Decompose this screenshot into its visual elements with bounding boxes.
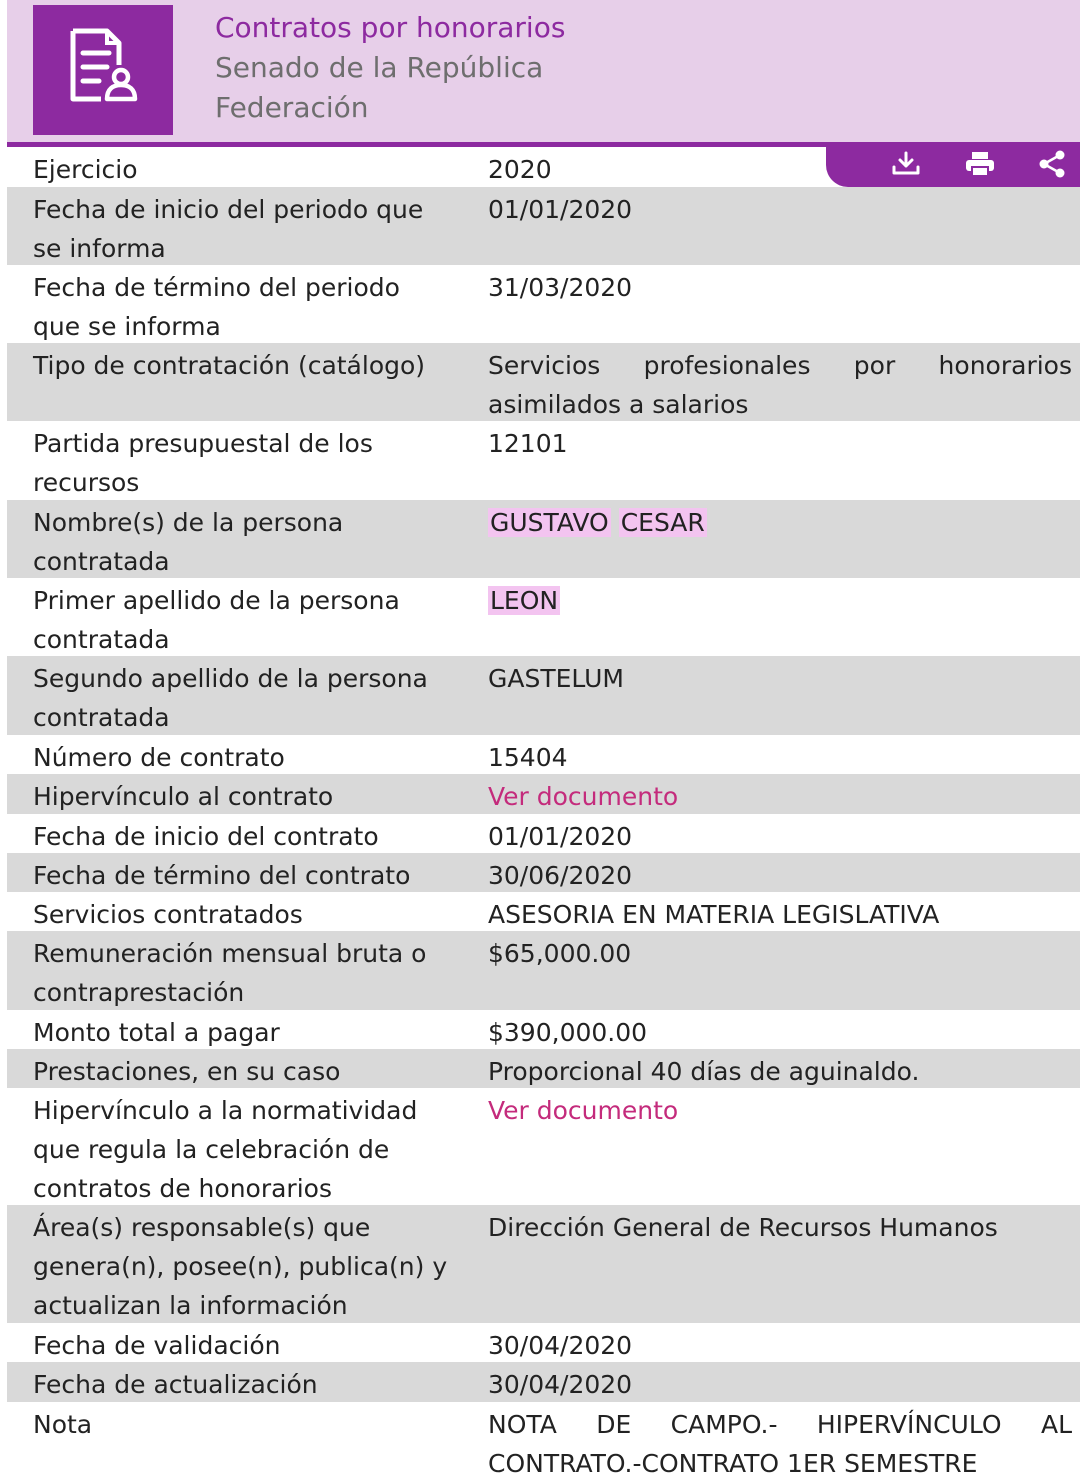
- row-value: GASTELUM: [488, 664, 624, 693]
- row-value: [488, 503, 1072, 542]
- table-row: [7, 500, 1080, 578]
- row-value: 15404: [488, 743, 568, 772]
- highlighted-name: LEON: [490, 586, 559, 615]
- download-button[interactable]: [886, 147, 926, 181]
- row-value: 30/04/2020: [488, 1331, 633, 1360]
- row-value: 30/06/2020: [488, 861, 633, 890]
- row-value: 30/04/2020: [488, 1370, 633, 1399]
- row-value: $65,000.00: [488, 939, 632, 968]
- highlighted-name: GUSTAVO: [490, 508, 609, 537]
- table-row: [7, 578, 1080, 656]
- contract-logo: [33, 5, 173, 135]
- row-value: $390,000.00: [488, 1018, 648, 1047]
- row-label: Fecha de inicio del contrato: [33, 822, 379, 851]
- row-label: Prestaciones, en su caso: [33, 1057, 341, 1086]
- table-row: [7, 1362, 1080, 1402]
- row-label: Fecha de término del periodo que se informa: [33, 273, 400, 341]
- table-row: [7, 735, 1080, 774]
- row-value: [488, 581, 1072, 620]
- table-row: [7, 931, 1080, 1010]
- table-row: [7, 343, 1080, 421]
- row-value: NOTA DE CAMPO.- HIPERVÍNCULO AL CONTRATO.-CONTRATO 1ER SEMESTRE: [488, 1410, 1072, 1478]
- table-row: [7, 814, 1080, 853]
- row-label: Fecha de actualización: [33, 1370, 318, 1399]
- row-value: Dirección General de Recursos Humanos: [488, 1213, 998, 1242]
- row-label: Nombre(s) de la persona contratada: [33, 508, 344, 576]
- row-label: Ejercicio: [33, 155, 138, 184]
- row-value: 12101: [488, 429, 568, 458]
- row-value: 2020: [488, 155, 552, 184]
- table-row: [7, 1205, 1080, 1323]
- row-value: ASESORIA EN MATERIA LEGISLATIVA: [488, 900, 940, 929]
- print-icon: [964, 150, 996, 178]
- row-label: Fecha de inicio del periodo que se informa: [33, 195, 424, 263]
- row-value: Servicios profesionales por honorarios asimilados a salarios: [488, 351, 1072, 419]
- jurisdiction: Federación: [215, 91, 369, 124]
- row-value: 01/01/2020: [488, 195, 633, 224]
- regulation-document-link[interactable]: Ver documento: [488, 1096, 679, 1125]
- table-row: [7, 1088, 1080, 1205]
- action-toolbar: [826, 147, 1080, 187]
- row-label: Fecha de término del contrato: [33, 861, 411, 890]
- row-label: Partida presupuestal de los recursos: [33, 429, 373, 497]
- table-row: [7, 1010, 1080, 1049]
- row-label: Remuneración mensual bruta o contraprestación: [33, 939, 427, 1007]
- table-row: [7, 853, 1080, 892]
- page-title: Contratos por honorarios: [215, 11, 566, 44]
- table-row: [7, 656, 1080, 735]
- highlighted-name: CESAR: [620, 508, 705, 537]
- table-row: [7, 421, 1080, 500]
- page-header: [7, 0, 1080, 147]
- row-label: Segundo apellido de la persona contratada: [33, 664, 428, 732]
- row-label: Fecha de validación: [33, 1331, 281, 1360]
- table-row: [7, 187, 1080, 265]
- table-row: [7, 774, 1080, 814]
- row-value: Proporcional 40 días de aguinaldo.: [488, 1057, 920, 1086]
- table-row: [7, 1402, 1080, 1481]
- share-button[interactable]: [1032, 147, 1072, 181]
- institution-name: Senado de la República: [215, 51, 544, 84]
- share-icon: [1037, 149, 1067, 179]
- row-label: Número de contrato: [33, 743, 285, 772]
- table-row: [7, 1049, 1080, 1088]
- row-label: Área(s) responsable(s) que genera(n), posee(n), publica(n) y actualizan la información: [33, 1213, 448, 1320]
- row-value: 01/01/2020: [488, 822, 633, 851]
- row-label: Hipervínculo al contrato: [33, 782, 334, 811]
- table-row: [7, 892, 1080, 931]
- download-icon: [891, 150, 921, 178]
- row-label: Servicios contratados: [33, 900, 303, 929]
- header-text: [215, 8, 565, 128]
- row-label: Tipo de contratación (catálogo): [33, 351, 426, 380]
- table-row: [7, 1323, 1080, 1362]
- row-label: Nota: [33, 1410, 93, 1439]
- contract-person-icon: [67, 27, 139, 107]
- row-label: Hipervínculo a la normatividad que regula la celebración de contratos de honorarios: [33, 1096, 418, 1203]
- table-row: [7, 265, 1080, 343]
- row-label: Primer apellido de la persona contratada: [33, 586, 400, 654]
- contract-document-link[interactable]: Ver documento: [488, 782, 679, 811]
- row-label: Monto total a pagar: [33, 1018, 280, 1047]
- row-value: 31/03/2020: [488, 273, 633, 302]
- print-button[interactable]: [960, 147, 1000, 181]
